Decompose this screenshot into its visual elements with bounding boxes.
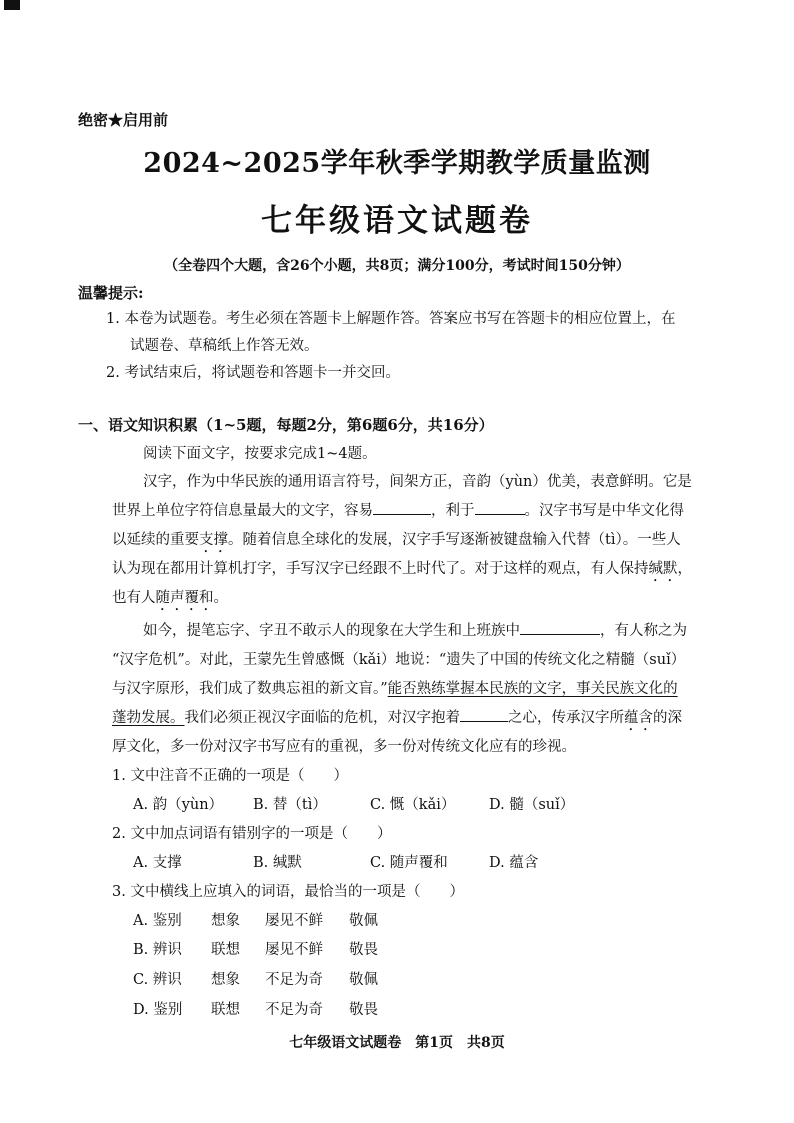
passage-2-line-4 — [112, 706, 682, 734]
tip-1-line-1: 1. 本卷为试题卷。考生必须在答题卡上解题作答。答案应书写在答题卡的相应位置上，在 — [106, 311, 676, 327]
passage-2-line-1 — [143, 619, 687, 640]
underlined-sentence: 蓬勃发展。 — [112, 710, 185, 726]
text-segment: ，有人称之为 — [600, 623, 687, 639]
option-word: 想象 — [211, 913, 240, 929]
text-segment: ， — [677, 561, 692, 577]
dotted-word: 随声覆和 — [155, 590, 214, 606]
page-footer: 七年级语文试题卷 第1页 共8页 — [289, 1035, 505, 1051]
question-1-stem: 1. 文中注音不正确的一项是（ ） — [112, 768, 348, 784]
passage-2-line-5: 厚文化，多一份对汉字书写应有的重视，多一份对传统文化应有的珍视。 — [112, 739, 576, 755]
question-1-option-a: A. 韵（yùn） — [133, 797, 224, 813]
question-2-option-c: C. 随声覆和 — [370, 855, 448, 871]
option-word: B. 辨识 — [133, 942, 182, 958]
option-word: A. 鉴别 — [133, 913, 182, 929]
fill-blank — [520, 620, 600, 635]
question-3-option-d — [133, 998, 378, 1019]
question-2-option-b: B. 缄默 — [253, 855, 302, 871]
option-word: D. 鉴别 — [133, 1002, 183, 1018]
tip-1-line-2: 试题卷、草稿纸上作答无效。 — [130, 338, 319, 354]
text-segment: 我们必须正视汉字面临的危机，对汉字抱着 — [184, 710, 460, 726]
dotted-word: 支撑 — [199, 532, 228, 548]
passage-1-line-1: 汉字，作为中华民族的通用语言符号，间架方正，音韵（yùn）优美，表意鲜明。它是 — [143, 474, 692, 490]
option-word: 屡见不鲜 — [265, 942, 323, 958]
text-segment: 世界上单位字符信息量最大的文字，容易 — [112, 503, 373, 519]
passage-1-line-3 — [112, 528, 681, 556]
question-1-option-c: C. 慨（kǎi） — [370, 797, 456, 813]
question-1-option-b: B. 替（tì） — [253, 797, 327, 813]
question-3-option-b — [133, 938, 378, 959]
text-segment: 与汉字原形，我们成了数典忘祖的新文盲。” — [112, 681, 388, 697]
option-word: 想象 — [211, 972, 240, 988]
dotted-word: 蕴含 — [624, 710, 653, 726]
text-segment: 也有人 — [112, 590, 156, 606]
fill-blank — [373, 500, 431, 515]
question-3-stem: 3. 文中横线上应填入的词语，最恰当的一项是（ ） — [112, 884, 464, 900]
question-3-option-c — [133, 968, 378, 989]
confidential-label: 绝密★启用前 — [78, 111, 169, 129]
option-word: 敬佩 — [349, 913, 378, 929]
tip-2: 2. 考试结束后，将试题卷和答题卡一并交回。 — [106, 365, 400, 381]
passage-1-line-5 — [112, 586, 228, 614]
fill-blank — [475, 500, 525, 515]
option-word: 联想 — [211, 942, 240, 958]
tips-heading: 温馨提示: — [78, 284, 144, 302]
text-segment: 。随着信息全球化的发展，汉字手写逐渐被键盘输入代替（tì）。一些人 — [228, 532, 681, 548]
option-word: 联想 — [211, 1002, 240, 1018]
underlined-sentence: 能否熟练掌握本民族的文字，事关民族文化的 — [387, 681, 678, 697]
scan-corner-mark — [4, 0, 20, 10]
passage-2-line-2: “汉字危机”。对此，王蒙先生曾感慨（kǎi）地说：“遗失了中国的传统文化之精髓（suǐ） — [112, 652, 686, 668]
text-segment: 以延续的重要 — [112, 532, 199, 548]
option-word: 敬佩 — [349, 972, 378, 988]
text-segment: 。 — [213, 590, 228, 606]
section-1-instruction: 阅读下面文字，按要求完成1~4题。 — [143, 446, 377, 462]
text-segment: ，利于 — [431, 503, 475, 519]
option-word: 敬畏 — [349, 942, 378, 958]
passage-1-line-4 — [112, 557, 692, 585]
option-word: 不足为奇 — [265, 1002, 323, 1018]
question-1-option-d: D. 髓（suǐ） — [489, 797, 575, 813]
paper-info: （全卷四个大题，含26个小题，共8页；满分100分，考试时间150分钟） — [164, 258, 630, 274]
question-2-stem: 2. 文中加点词语有错别字的一项是（ ） — [112, 826, 392, 842]
text-segment: 认为现在都用计算机打字，手写汉字已经跟不上时代了。对于这样的观点，有人保持 — [112, 561, 649, 577]
question-2-option-a: A. 支撑 — [133, 855, 182, 871]
option-word: C. 辨识 — [133, 972, 182, 988]
dotted-word: 缄默 — [648, 561, 678, 577]
section-1-heading: 一、语文知识积累（1~5题，每题2分，第6题6分，共16分） — [78, 416, 494, 434]
option-word: 屡见不鲜 — [265, 913, 323, 929]
passage-2-line-3 — [112, 677, 678, 698]
text-segment: 之心，传承汉字所 — [508, 710, 624, 726]
text-segment: 如今，提笔忘字、字丑不敢示人的现象在大学生和上班族中 — [143, 623, 520, 639]
question-2-option-d: D. 蕴含 — [489, 855, 539, 871]
option-word: 不足为奇 — [265, 972, 323, 988]
text-segment: 。汉字书写是中华文化得 — [524, 503, 684, 519]
passage-1-line-2 — [112, 499, 684, 520]
paper-title: 七年级语文试题卷 — [261, 203, 533, 239]
question-3-option-a — [133, 909, 378, 930]
fill-blank — [460, 707, 508, 722]
exam-title: 2024~2025学年秋季学期教学质量监测 — [143, 148, 651, 179]
text-segment: 的深 — [653, 710, 682, 726]
option-word: 敬畏 — [349, 1002, 378, 1018]
